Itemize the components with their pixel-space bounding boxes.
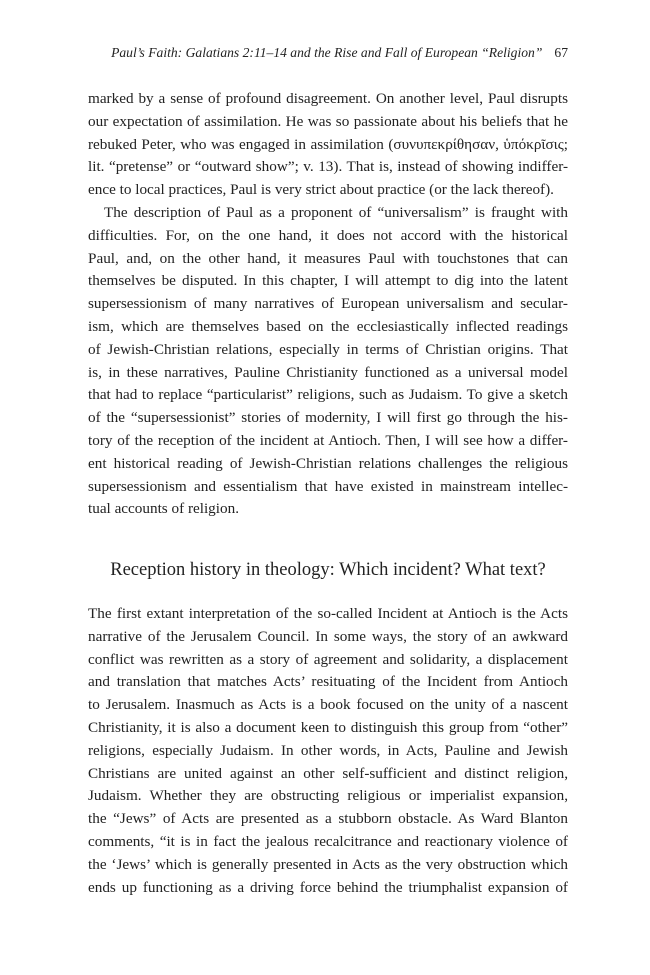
running-head-title: Paul’s Faith: Galatians 2:11–14 and the Rise and Fall of European “Religion” (111, 45, 543, 60)
text-line: The first extant interpretation of the so-called Incident at Antioch is the Acts (88, 605, 568, 622)
text-line: the ‘Jews’ which is generally presented in Acts as the very obstruction which (88, 855, 568, 873)
text-line: Christianity, it is also a document keen to distinguish this group from “other” (88, 718, 568, 736)
text-line: Paul, and, on the other hand, it measures Paul with touchstones that can (88, 249, 568, 267)
text-line: ence to local practices, Paul is very strict about practice (or the lack thereof). (88, 181, 554, 199)
text-line: the “Jews” of Acts are presented as a stubborn obstacle. As Ward Blanton (88, 810, 568, 828)
text-line: marked by a sense of profound disagreement. On another level, Paul disrupts (88, 90, 568, 107)
text-line: The description of Paul as a proponent of “universalism” is fraught with (104, 204, 568, 221)
paragraph-continued (88, 88, 568, 202)
page-number: 67 (554, 45, 568, 60)
text-line: ends up functioning as a driving force behind the triumphalist expansion of (88, 878, 568, 896)
text-line: supersessionism of many narratives of European universalism and secular- (88, 295, 568, 313)
text-line: religions, especially Judaism. In other words, in Acts, Pauline and Jewish (88, 741, 568, 759)
paragraph-universalism (88, 202, 568, 521)
text-line: supersessionism and essentialism that have existed in mainstream intellec- (88, 477, 568, 495)
text-line: conflict was rewritten as a story of agreement and solidarity, a displacement (88, 650, 568, 668)
running-head (88, 44, 568, 62)
text-line: ism, which are themselves based on the ecclesiastically inflected readings (88, 317, 568, 335)
section-heading: Reception history in theology: Which incident? What text? (110, 560, 546, 580)
text-line: of the “supersessionist” stories of modernity, I will first go through the his- (88, 409, 568, 427)
text-line: to Jerusalem. Inasmuch as Acts is a book focused on the unity of a nascent (88, 696, 568, 714)
text-line: narrative of the Jerusalem Council. In some ways, the story of an awkward (88, 627, 568, 645)
paragraph-reception-history (88, 603, 568, 899)
text-line: our expectation of assimilation. He was so passionate about his beliefs that he (88, 112, 568, 130)
text-line: ent historical reading of Jewish-Christian relations challenges the religious (88, 454, 568, 472)
text-line: rebuked Peter, who was engaged in assimilation (συνυπεκρίθησαν, ὑπόκρῖσις; (88, 135, 568, 153)
text-line: Judaism. Whether they are obstructing religious or imperialist expansion, (88, 787, 568, 805)
text-line: themselves be disputed. In this chapter, I will attempt to dig into the latent (88, 272, 568, 290)
text-line: and translation that matches Acts’ resituating of the Incident from Antioch (88, 673, 568, 691)
text-line: lit. “pretense” or “outward show”; v. 13). That is, instead of showing indiffer- (88, 158, 568, 176)
text-line: comments, “it is in fact the jealous recalcitrance and reactionary violence of (88, 832, 568, 850)
text-line: that had to replace “particularist” religions, such as Judaism. To give a sketch (88, 386, 568, 404)
text-line: of Jewish-Christian relations, especially in terms of Christian origins. That (88, 340, 568, 358)
text-line: Christians are united against an other self-sufficient and distinct religion, (88, 764, 568, 782)
text-line: difficulties. For, on the one hand, it does not accord with the historical (88, 226, 568, 244)
text-line: is, in these narratives, Pauline Christianity functioned as a universal model (88, 363, 568, 381)
text-line: tory of the reception of the incident at Antioch. Then, I will see how a differ- (88, 431, 568, 449)
text-line: tual accounts of religion. (88, 500, 239, 518)
